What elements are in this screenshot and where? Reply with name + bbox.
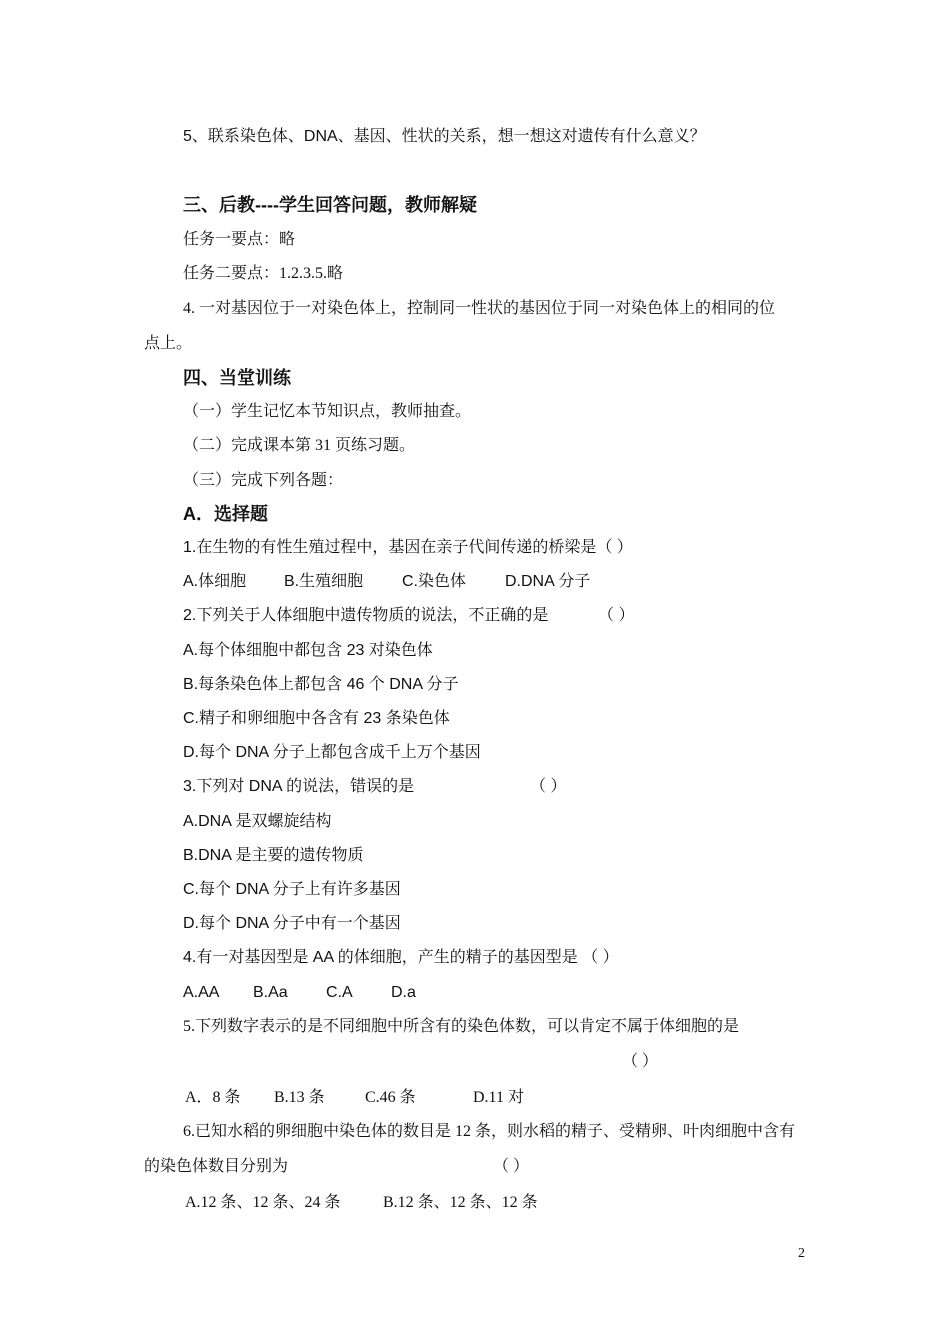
question-6-stem-line-1: 6.已知水稻的卵细胞中染色体的数目是 12 条，则水稻的精子、受精卵、叶肉细胞中含有 [183,1123,796,1140]
section-3-heading: 三、后教----学生回答问题，教师解疑 [183,195,477,215]
option-a: A．8 条 [185,1089,241,1106]
question-3-option-c: C.每个 DNA 分子上有许多基因 [183,881,401,898]
question-2-option-c: C.精子和卵细胞中各含有 23 条染色体 [183,710,450,727]
option-d: D.a [391,984,416,1001]
training-item-2: （二）完成课本第 31 页练习题。 [183,437,416,454]
question-5-prompt: 5、联系染色体、DNA、基因、性状的关系，想一想这对遗传有什么意义？ [183,128,706,145]
page-number: 2 [798,1246,805,1261]
question-6-options [185,1192,538,1214]
question-5-options [185,1087,524,1109]
task-2-points: 任务二要点：1.2.3.5.略 [183,265,344,282]
question-2-option-b: B.每条染色体上都包含 46 个 DNA 分子 [183,676,459,693]
training-item-1: （一）学生记忆本节知识点，教师抽查。 [183,403,472,420]
option-a: A.AA [183,984,220,1001]
question-1-stem: 1.在生物的有性生殖过程中，基因在亲子代间传递的桥梁是（ ） [183,539,633,556]
answer-4-line-1: 4. 一对基因位于一对染色体上，控制同一性状的基因位于同一对染色体上的相同的位 [183,300,776,317]
question-4-options [183,982,416,1004]
option-b: B.13 条 [274,1089,325,1106]
question-2-option-a: A.每个体细胞中都包含 23 对染色体 [183,642,433,659]
option-a: A.体细胞 [183,573,247,590]
task-1-points: 任务一要点：略 [183,231,296,248]
question-2-stem: 2.下列关于人体细胞中遗传物质的说法，不正确的是 [183,607,549,624]
option-d: D.DNA 分子 [505,573,591,590]
question-3-blank: （ ） [530,778,567,795]
section-4-heading: 四、当堂训练 [183,368,291,388]
option-b: B.生殖细胞 [284,573,364,590]
option-b: B.Aa [253,984,288,1001]
option-d: D.11 对 [473,1089,524,1106]
question-3-option-b: B.DNA 是主要的遗传物质 [183,847,364,864]
question-2-blank: （ ） [598,607,635,624]
option-a: A.12 条、12 条、24 条 [185,1194,341,1211]
question-1-options [183,571,590,593]
option-b: B.12 条、12 条、12 条 [383,1194,538,1211]
question-3-option-a: A.DNA 是双螺旋结构 [183,813,332,830]
question-5-blank: （ ） [622,1053,659,1070]
option-c: C.染色体 [402,573,467,590]
question-6-blank: （ ） [493,1158,530,1175]
question-4-stem: 4.有一对基因型是 AA 的体细胞，产生的精子的基因型是 （ ） [183,949,619,966]
question-2-option-d: D.每个 DNA 分子上都包含成千上万个基因 [183,744,481,761]
question-6-stem-line-2: 的染色体数目分别为 [144,1158,289,1175]
part-a-heading: A．选择题 [183,504,268,524]
option-c: C.46 条 [365,1089,416,1106]
question-3-stem: 3.下列对 DNA 的说法，错误的是 [183,778,415,795]
training-item-3: （三）完成下列各题： [183,472,344,489]
answer-4-line-2: 点上。 [144,335,193,352]
question-3-option-d: D.每个 DNA 分子中有一个基因 [183,915,401,932]
question-5-stem: 5.下列数字表示的是不同细胞中所含有的染色体数，可以肯定不属于体细胞的是 [183,1018,740,1035]
option-c: C.A [326,984,353,1001]
